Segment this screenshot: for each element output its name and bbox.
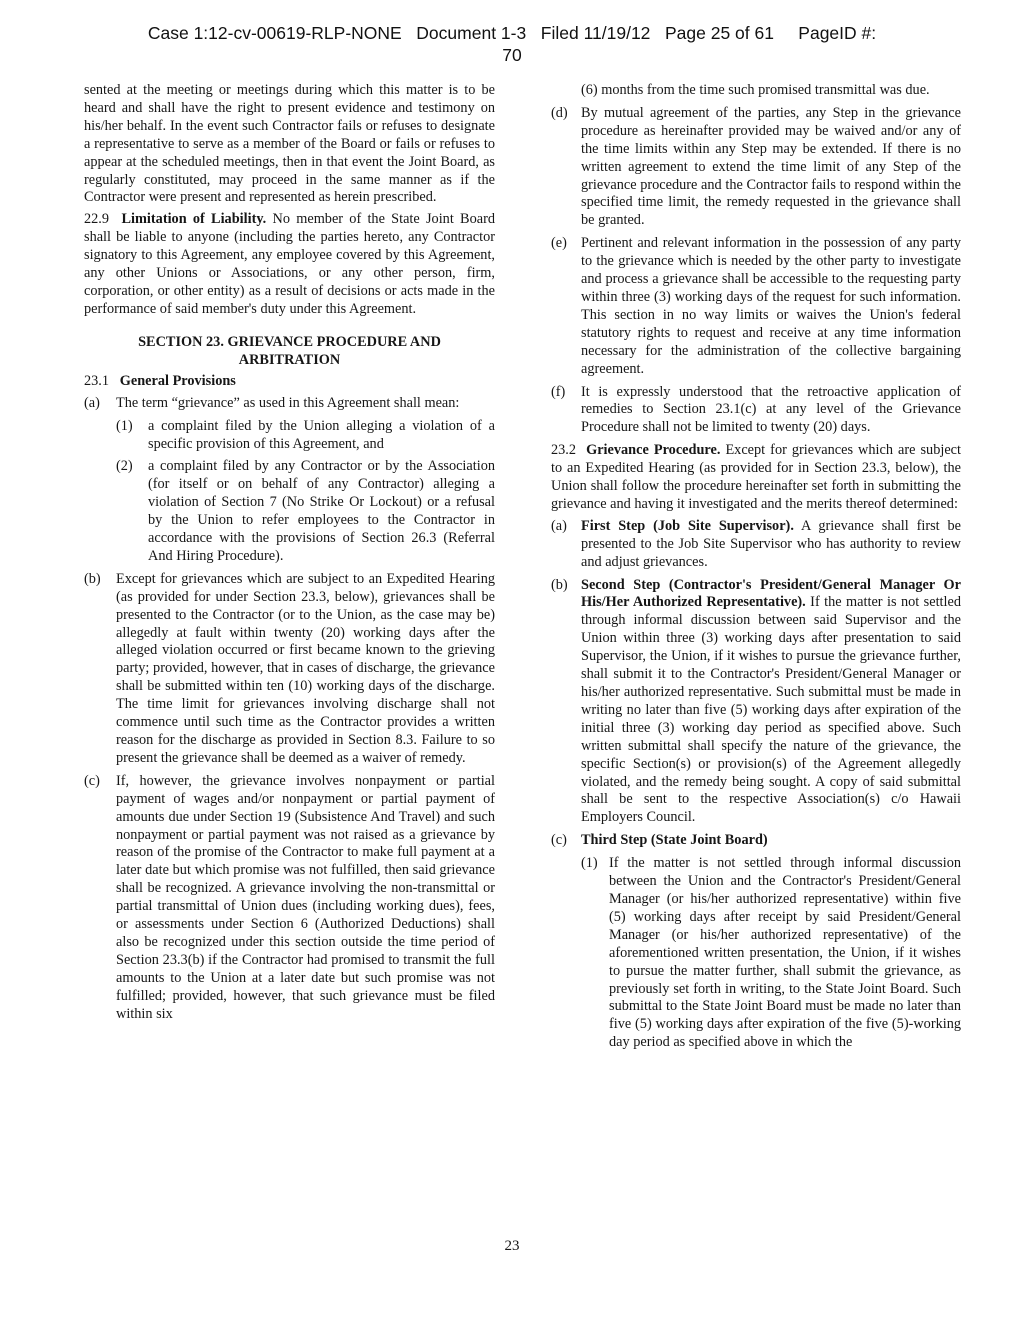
case-header [0, 22, 1024, 66]
section-title: General Provisions [119, 372, 236, 389]
item-label: (b) [84, 570, 101, 587]
step-title: Third Step (State Joint Board) [581, 832, 768, 849]
item-label: (2) [116, 458, 133, 475]
left-column [84, 82, 495, 1029]
continued-paragraph: sented at the meeting or meetings during which this matter is to be heard and shall have the right to present evidence and testimony on his/her behalf. In the event such Contractor fails or refuses to designate a representative to serve as a member of the Board or fails or refuses to appear at the scheduled meetings, then in that event the Joint Board, as regularly constituted, may proceed in the same manner as if the Contractor were present and represented as herein prescribed. [84, 82, 495, 206]
item-e [551, 235, 961, 378]
item-label: (d) [551, 104, 568, 121]
section-title: Limitation of Liability. [121, 211, 267, 228]
case-header-line2: 70 [502, 45, 522, 65]
item-d [551, 105, 961, 230]
heading-line2: ARBITRATION [238, 351, 341, 368]
section-23-1-heading [84, 373, 495, 391]
item-label: (a) [551, 517, 567, 534]
item-text: (6) months from the time such promised transmittal was due. [581, 82, 930, 98]
item-b [84, 571, 495, 768]
step-b [551, 577, 961, 828]
item-text: a complaint filed by any Contractor or by the Association (for itself or on behalf of any Contractor) alleging a violation of Section 7 (No Strike Or Lockout) or a refusal by the Union to refer employees to the Contractor in accordance with the provisions of Section 26.3 (Referral And Hiring Procedure). [148, 458, 495, 564]
item-text: If the matter is not settled through informal discussion between the Union and the Contractor's President/General Manager (or his/her authorized representative) within five (5) working days after receipt by said President/General Manager (or his/her authorized representative) of the aforementioned written presentation, the Union, if it wishes to pursue the matter further, shall submit the grievance, as previously set forth in writing, to the State Joint Board. Such submittal to the State Joint Board must be made no later than five (5) working days after expiration of the five (5)-working day period as specified above in which the [609, 855, 961, 1051]
step-title: First Step (Job Site Supervisor). [581, 517, 794, 534]
item-label: (b) [551, 576, 568, 593]
item-text: It is expressly understood that the retroactive application of remedies to Section 23.1(c) at any level of the Grievance Procedure shall not be limited to twenty (20) days. [581, 383, 961, 436]
item-a [84, 395, 495, 413]
step-text: If the matter is not settled through informal discussion between said Supervisor and the Union within three (3) working days after presentation to said Supervisor, the Union, if it wishes to pursue the grievance further, shall submit it to the Contractor's President/General Manager or his/her authorized representative. Such submittal must be made in writing no later than five (5) working days after expiration of the initial three (3) working day period as specified above. Such written submittal shall specify the nature of the grievance, the specific Section(s) or provision(s) of the Agreement allegedly violated, and the remedy being sought. A copy of said submittal shall be sent to the respective Association(s) c/o Hawaii Employers Council. [581, 594, 961, 826]
item-label: (f) [551, 383, 566, 400]
section-title: Grievance Procedure. [586, 442, 721, 459]
page-number: 23 [504, 1238, 520, 1254]
item-text: The term “grievance” as used in this Agreement shall mean: [116, 394, 460, 411]
section-number: 23.2 [551, 442, 577, 459]
step-text: A grievance shall first be presented to the Job Site Supervisor who has authority to review and adjust grievances. [581, 517, 961, 570]
section-23-heading [84, 333, 495, 369]
section-text: No member of the State Joint Board shall be liable to anyone (including the parties hereto, any Contractor signatory to this Agreement, any employee covered by this Agreement, any other Unions or Associations, or any other person, firm, corporation, or other entity) as a result of decisions or acts made in the performance of said member's duty under this Agreement. [84, 211, 495, 317]
item-c [84, 773, 495, 1024]
item-continued [551, 82, 961, 100]
item-f [551, 384, 961, 438]
heading-line1: SECTION 23. GRIEVANCE PROCEDURE AND [138, 333, 441, 350]
item-text: By mutual agreement of the parties, any Step in the grievance procedure as hereinafter provided may be waived and/or any of the time limits within any Step may be extended. If there is no written agreement to extend the time limit of any Step of the grievance procedure and the Contractor fails to respond within the specified time limit, the remedy requested in the grievance shall be granted. [581, 104, 961, 229]
item-text: a complaint filed by the Union alleging a violation of a specific provision of this Agreement, and [148, 417, 495, 452]
item-label: (a) [84, 394, 100, 411]
right-column [551, 82, 961, 1057]
step-c-1 [551, 855, 961, 1052]
section-number: 22.9 [84, 211, 110, 228]
item-label: (c) [84, 772, 100, 789]
case-header-line1: Case 1:12-cv-00619-RLP-NONE Document 1-3 Filed 11/19/12 Page 25 of 61 PageID #: [147, 23, 877, 43]
item-text: If, however, the grievance involves nonpayment or partial payment of wages and/or nonpayment or partial payment of amounts due under Section 19 (Subsistence And Travel) and such nonpayment or partial payment was not raised as a grievance by reason of the promise of the Contractor to make full payment at a later date but which promise was not fulfilled, then said grievance shall be recognized. A grievance involving the non-transmittal or partial transmittal of Union dues (including working dues), fees, or assessments under Section 6 (Authorized Deductions) shall also be recognized under this section outside the time period of Section 23.3(b) if the Contractor had promised to transmit the full amounts to the Union at a later date but such promise was not fulfilled; provided, however, that such grievance must be filed within six [116, 772, 495, 1022]
section-number: 23.1 [84, 372, 110, 389]
section-text: Except for grievances which are subject to an Expedited Hearing (as provided for in Section 23.3, below), the Union shall follow the procedure hereinafter set forth in submitting the grievance and having it investigated and the merits thereof determined: [551, 442, 961, 512]
section-22-9 [84, 211, 495, 318]
item-a-1 [84, 418, 495, 454]
item-a-2 [84, 458, 495, 565]
item-label: (e) [551, 235, 567, 252]
step-title: Second Step (Contractor's President/General Manager Or His/Her Authorized Representative). [581, 576, 961, 611]
step-c [551, 832, 961, 850]
item-label: (c) [551, 832, 567, 849]
step-a [551, 518, 961, 572]
section-23-2 [551, 442, 961, 514]
item-label: (1) [581, 855, 598, 872]
item-text: Except for grievances which are subject to an Expedited Hearing (as provided for under Section 23.3, below), grievances shall be presented to the Contractor (or to the Union, as the case may be) allegedly at fault within twenty (20) working days after the alleged violation occurred or first became known to the grieving party; provided, however, that in cases of discharge, the grievance shall be submitted within ten (10) working days of the discharge. The time limit for grievances involving discharge shall not commence until such time as the Contractor provides a written reason for the discharge as provided in Section 8.3. Failure to so present the grievance shall be deemed as a waiver of remedy. [116, 570, 495, 766]
item-text: Pertinent and relevant information in the possession of any party to the grievance which is needed by the other party to investigate and process a grievance shall be accessible to the requesting party within three (3) working days of the request for such information. This section in no way limits or waives the Union's federal statutory rights to request and receive at any time information necessary for the administration of the collective bargaining agreement. [581, 235, 961, 377]
item-label: (1) [116, 417, 133, 434]
